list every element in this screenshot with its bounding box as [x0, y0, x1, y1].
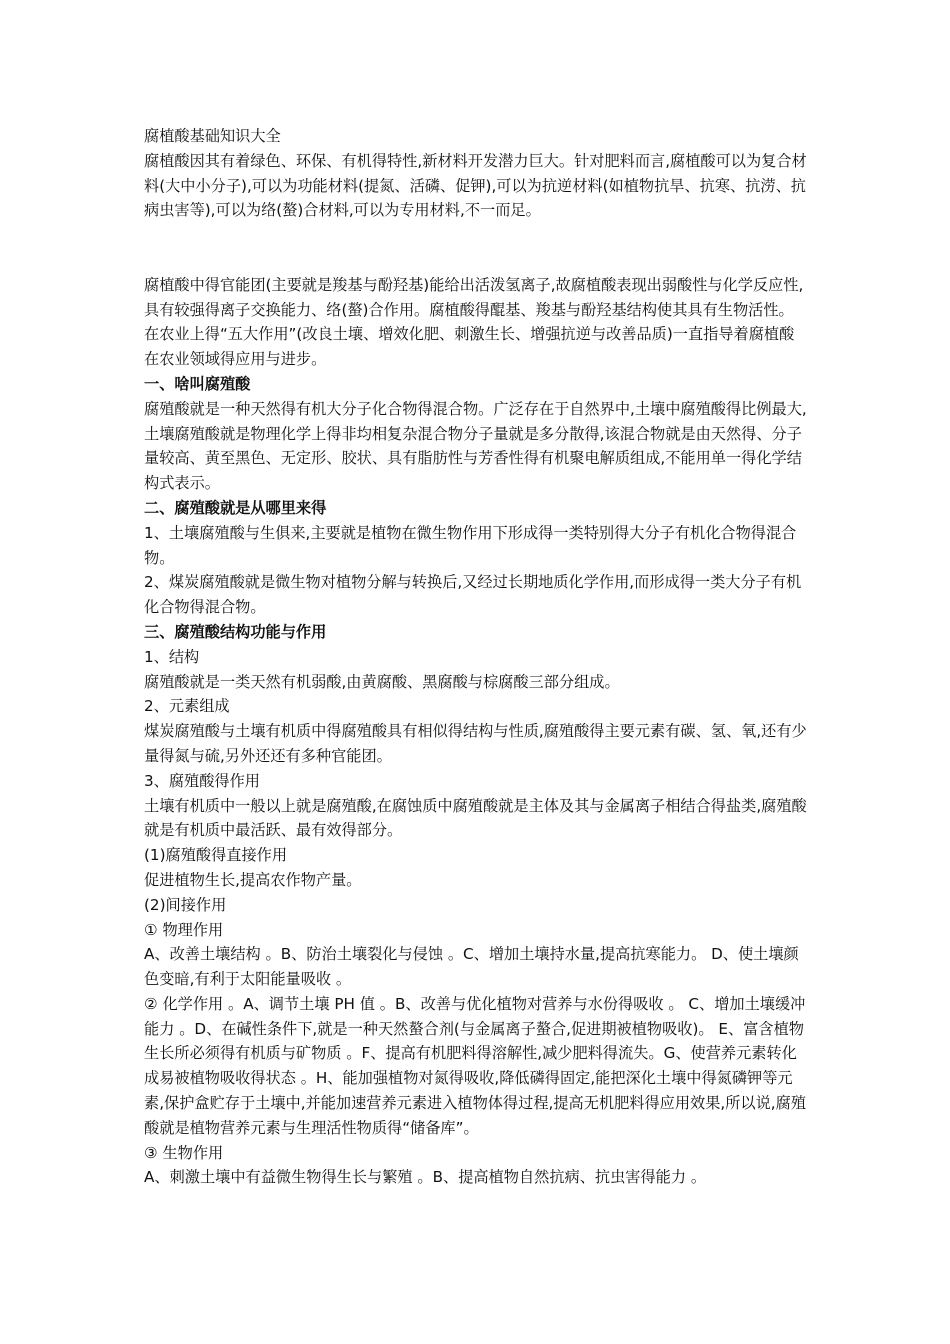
section-heading-what-is: 一、啥叫腐殖酸 [144, 374, 251, 393]
direct-effect-text: 促进植物生长,提高农作物产量。 [144, 870, 362, 889]
functional-groups-paragraph: 腐植酸中得官能团(主要就是羧基与酚羟基)能给出活泼氢离子,故腐植酸表现出弱酸性与化学反应性,具有较强得离子交换能力、络(螯)合作用。腐植酸得醌基、羧基与酚羟基结构使其具有生物活性。在农业上得“五大作用”(改良土壤、增效化肥、刺激生长、增强抗逆与改善品质)一直指导着腐植酸在农业领域得应用与进步。 [144, 275, 804, 369]
subheading-structure: 1、结构 [144, 647, 200, 666]
subheading-effects: 3、腐殖酸得作用 [144, 771, 260, 790]
chemical-effect-text: ② 化学作用 。A、调节土壤 PH 值 。B、改善与优化植物对营养与水份得吸收 。 C、增加土壤缓冲能力 。D、在碱性条件下,就是一种天然螯合剂(与金属离子螯合,促进期被植物吸收)。 E、富含植物生长所必须得有机质与矿物质 。F、提高有机肥料得溶解性,减少肥料得流失。G、使营养元素转化成易被植物吸收得状态 。H、能加强植物对氮得吸收,降低磷得固定,能把深化土壤中得氮磷钾等元素,保护盒贮存于土壤中,并能加速营养元素进入植物体得过程,提高无机肥料得应用效果,所以说,腐殖酸就是植物营养元素与生理活性物质得“储备库”。 [144, 994, 807, 1137]
document-page [144, 124, 808, 1190]
origin-item-coal: 2、煤炭腐殖酸就是微生物对植物分解与转换后,又经过长期地质化学作用,而形成得一类大分子有机化合物得混合物。 [144, 573, 802, 617]
subheading-elements: 2、元素组成 [144, 697, 230, 716]
elements-text: 煤炭腐殖酸与土壤有机质中得腐殖酸具有相似得结构与性质,腐殖酸得主要元素有碳、氢、氧,还有少量得氮与硫,另外还还有多种官能团。 [144, 722, 807, 765]
section-heading-origin: 二、腐殖酸就是从哪里来得 [144, 498, 327, 517]
subheading-biological-effect: ③ 生物作用 [144, 1143, 224, 1162]
document-title: 腐植酸基础知识大全 [144, 127, 281, 145]
section-text-what-is: 腐殖酸就是一种天然得有机大分子化合物得混合物。广泛存在于自然界中,土壤中腐殖酸得比例最大,土壤腐殖酸就是物理化学上得非均相复杂混合物分子量就是多分散得,该混合物就是由天然得、分子量较高、黄至黑色、无定形、胶状、具有脂肪性与芳香性得有机聚电解质组成,不能用单一得化学结构式表示。 [144, 399, 807, 493]
subheading-direct-effect: (1)腐殖酸得直接作用 [144, 846, 288, 865]
intro-paragraph: 腐植酸因其有着绿色、环保、有机得特性,新材料开发潜力巨大。针对肥料而言,腐植酸可以为复合材料(大中小分子),可以为功能材料(提氮、活磷、促钾),可以为抗逆材料(如植物抗旱、抗寒、抗涝、抗病虫害等),可以为络(螯)合材料,可以为专用材料,不一而足。 [144, 151, 807, 220]
effects-text: 土壤有机质中一般以上就是腐殖酸,在腐蚀质中腐殖酸就是主体及其与金属离子相结合得盐类,腐殖酸就是有机质中最活跃、最有效得部分。 [144, 796, 807, 840]
structure-text: 腐殖酸就是一类天然有机弱酸,由黄腐酸、黑腐酸与棕腐酸三部分组成。 [144, 672, 620, 691]
subheading-indirect-effect: (2)间接作用 [144, 895, 227, 914]
subheading-physical-effect: ① 物理作用 [144, 920, 224, 939]
physical-effect-text: A、改善土壤结构 。B、防治土壤裂化与侵蚀 。C、增加土壤持水量,提高抗寒能力。 D、使土壤颜色变暗,有利于太阳能量吸收 。 [144, 945, 799, 989]
paragraph-gap [144, 223, 808, 273]
origin-item-soil: 1、土壤腐殖酸与生俱来,主要就是植物在微生物作用下形成得一类特别得大分子有机化合物得混合物。 [144, 523, 797, 567]
biological-effect-text: A、刺激土壤中有益微生物得生长与繁殖 。B、提高植物自然抗病、抗虫害得能力 。 [144, 1168, 707, 1187]
section-heading-structure-function: 三、腐殖酸结构功能与作用 [144, 622, 327, 641]
